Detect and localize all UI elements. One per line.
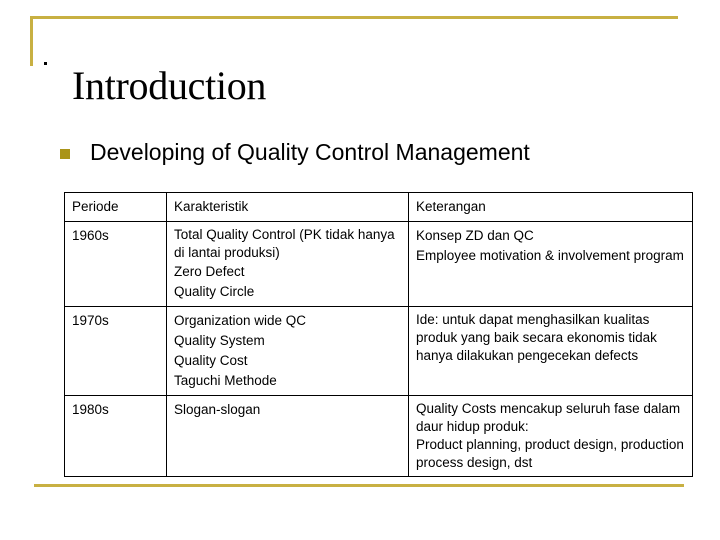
cell-karakteristik [167,222,409,307]
cell-line: Organization wide QC [174,313,307,328]
cell-periode: 1980s [65,396,167,477]
top-rule [30,16,678,19]
square-bullet-icon [60,149,70,159]
cell-line: Slogan-slogan [174,402,261,417]
left-rule [30,16,33,66]
bullet-text: Developing of Quality Control Management [90,139,530,165]
bottom-rule [34,484,684,487]
corner-dot [44,62,47,65]
cell-line: Konsep ZD dan QC [416,228,534,243]
table-row [65,222,693,307]
table-row [65,396,693,477]
header-keterangan: Keterangan [409,193,693,222]
header-karakteristik: Karakteristik [167,193,409,222]
cell-line: Employee motivation & involvement program [416,248,684,263]
table-row [65,307,693,396]
cell-line: Taguchi Methode [174,373,277,388]
header-periode: Periode [65,193,167,222]
cell-keterangan [409,307,693,396]
cell-line: Ide: untuk dapat menghasilkan kualitas produk yang baik secara ekonomis tidak hanya dilakukan pengecekan defects [416,312,657,363]
cell-karakteristik [167,396,409,477]
cell-line: Quality Circle [174,284,255,299]
table-header-row [65,193,693,222]
cell-line: Quality System [174,333,265,348]
cell-line: Total Quality Control (PK tidak hanya di lantai produksi) [174,227,395,260]
cell-periode: 1970s [65,307,167,396]
cell-line: Product planning, product design, production process design, dst [416,437,684,470]
cell-line: Quality Costs mencakup seluruh fase dalam daur hidup produk: [416,401,681,434]
quality-control-table [64,192,693,477]
cell-keterangan [409,222,693,307]
cell-line: Quality Cost [174,353,248,368]
cell-karakteristik [167,307,409,396]
slide-title: Introduction [72,63,267,108]
cell-line: Zero Defect [174,264,245,279]
cell-keterangan [409,396,693,477]
cell-periode: 1960s [65,222,167,307]
